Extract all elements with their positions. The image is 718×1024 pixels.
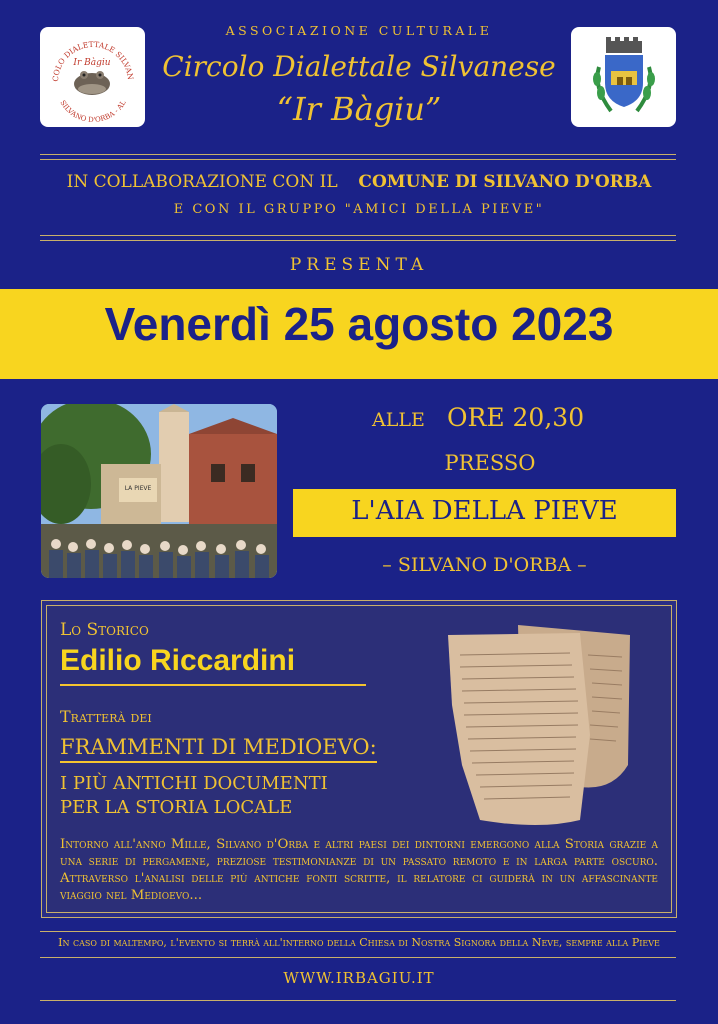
talk-description: Intorno all'anno Mille, Silvano d'Orba e altri paesi dei dintorni emergono alla Storia grazie a una serie di pergamene, preziose testimonianze di un passato remoto e in larga parte oscuro. Attraverso l'analisi delle più antiche fonti scritte, il relatore ci guiderà in un affascinante viaggio nel Medioevo... [60, 837, 658, 903]
logo-center-text: Ir Bàgiu [73, 58, 111, 68]
venue-name-b: DELLA [431, 496, 525, 526]
event-photo [41, 404, 277, 578]
lo-storico-label: Lo Storico [60, 620, 149, 640]
collab-line-1 [0, 172, 718, 192]
parchment-illustration [440, 615, 640, 830]
speaker-name: Edilio Riccardini [60, 644, 296, 677]
divider-top-2 [40, 159, 676, 160]
time-value: ORE 20,30 [447, 403, 585, 432]
presso-label: PRESSO [444, 451, 536, 475]
logo-bottom-text: SILVANO D'ORBA - AL [58, 99, 128, 125]
talk-subtitle-1: I PIÙ ANTICHI DOCUMENTI [60, 773, 328, 794]
divider-mid-2 [40, 240, 676, 241]
circolo-logo-graphic [40, 27, 145, 127]
divider-footer-2 [40, 957, 676, 958]
parchment-image [440, 615, 640, 830]
venue-name-c: PIEVE [533, 496, 618, 526]
circolo-name: “Ir Bàgiu” [276, 90, 442, 128]
circolo-title: Circolo Dialettale Silvanese [162, 50, 556, 83]
divider-footer [40, 931, 676, 932]
divider-mid-1 [40, 235, 676, 236]
weather-note: In caso di maltempo, l'evento si terrà all'interno della Chiesa di Nostra Signora della Neve, sempre alla Pieve [58, 936, 660, 949]
collab-prefix: IN COLLABORAZIONE CON IL [66, 172, 338, 192]
church-photo-illustration [41, 404, 277, 578]
venue-name-a: L'AIA [351, 496, 424, 526]
venue-name [293, 496, 676, 526]
circolo-logo [40, 27, 145, 127]
logo-top-text: COLO DIALETTALE SILVAN [50, 39, 136, 82]
venue-place: – SILVANO D'ORBA – [382, 554, 587, 576]
photo-sign-text: LA PIEVE [124, 485, 152, 492]
talk-subtitle-2: PER LA STORIA LOCALE [60, 797, 293, 818]
coat-of-arms-icon [571, 27, 676, 127]
divider-bottom [40, 1000, 676, 1001]
event-date: Venerdì 25 agosto 2023 [104, 298, 614, 350]
website-link[interactable]: WWW.IRBAGIU.IT [283, 969, 435, 987]
assoc-label: ASSOCIAZIONE CULTURALE [225, 23, 493, 38]
collab-line-2: E CON IL GRUPPO "AMICI DELLA PIEVE" [173, 202, 545, 217]
time-prefix: ALLE [372, 409, 425, 431]
comune-logo [571, 27, 676, 127]
collab-highlight: COMUNE DI SILVANO D'ORBA [358, 172, 652, 192]
divider-top-1 [40, 154, 676, 155]
presenta-label: PRESENTA [289, 255, 429, 275]
event-time [372, 403, 584, 432]
talk-title: FRAMMENTI DI MEDIOEVO: [60, 735, 377, 763]
trattera-label: Tratterà dei [60, 707, 152, 726]
